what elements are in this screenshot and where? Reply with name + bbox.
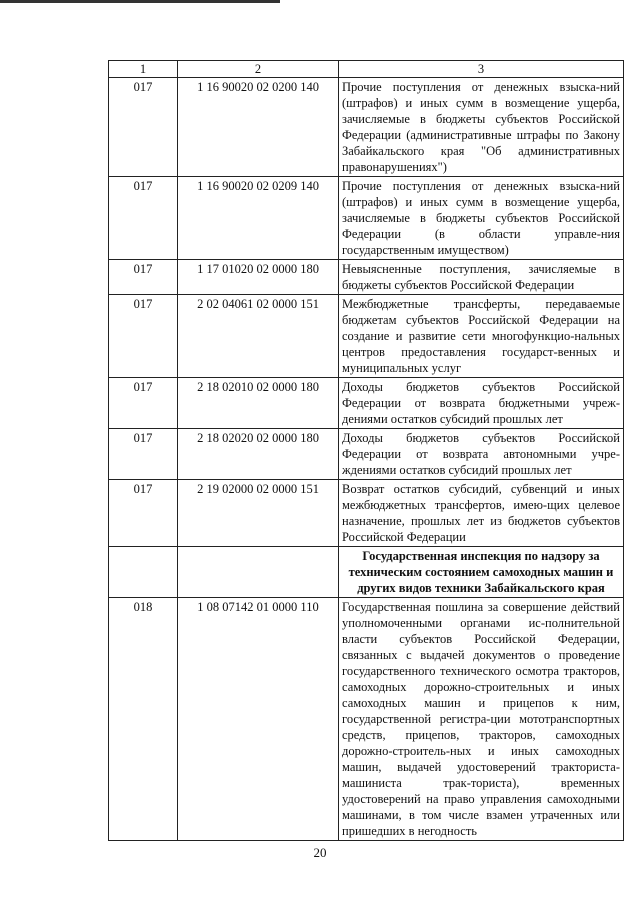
section-title: Государственная инспекция по надзору за техническим состоянием самоходных машин и других видов техники Забайкальского края: [339, 547, 624, 598]
empty-cell: [109, 547, 178, 598]
admin-code-cell: 017: [109, 78, 178, 177]
description-cell: Доходы бюджетов субъектов Российской Федерации от возврата бюджетными учреж-дениями остатков субсидий прошлых лет: [339, 378, 624, 429]
table-row: [109, 177, 624, 260]
description-cell: Межбюджетные трансферты, передаваемые бюджетам субъектов Российской Федерации на создание и развитие сети многофункцио-нальных центров предоставления государст-венных и муниципальных услуг: [339, 295, 624, 378]
top-rule: [0, 0, 280, 3]
revenue-code-cell: 1 16 90020 02 0209 140: [178, 177, 339, 260]
description-cell: Возврат остатков субсидий, субвенций и иных межбюджетных трансфертов, имею-щих целевое назначение, прошлых лет из бюджетов субъектов Российской Федерации: [339, 480, 624, 547]
admin-code-cell: 018: [109, 598, 178, 841]
revenue-code-cell: 1 17 01020 02 0000 180: [178, 260, 339, 295]
description-cell: Государственная пошлина за совершение действий уполномоченными органами ис-полнительной власти субъектов Российской Федерации, связанных с выдачей документов о проведение государственного технического осмотра тракторов, самоходных дорожно-строительных и иных самоходных машин и прицепов к ним, государственной регистра-ции мототранспортных средств, прицепов, тракторов, самоходных дорожно-строитель-ных и иных самоходных машин, выдачей удостоверений тракториста-машиниста трак-ториста), временных удостоверений на право управления самоходными машинами, в том числе взамен утраченных или пришедших в негодность: [339, 598, 624, 841]
empty-cell: [178, 547, 339, 598]
table-header-row: [109, 61, 624, 78]
table-row: [109, 295, 624, 378]
revenue-code-cell: 2 02 04061 02 0000 151: [178, 295, 339, 378]
header-col-2: 2: [178, 61, 339, 78]
revenue-code-cell: 1 08 07142 01 0000 110: [178, 598, 339, 841]
admin-code-cell: 017: [109, 378, 178, 429]
admin-code-cell: 017: [109, 295, 178, 378]
table-row: [109, 260, 624, 295]
table-row: [109, 78, 624, 177]
revenue-code-cell: 1 16 90020 02 0200 140: [178, 78, 339, 177]
header-col-1: 1: [109, 61, 178, 78]
description-cell: Прочие поступления от денежных взыска-ний (штрафов) и иных сумм в возмещение ущерба, зачисляемые в бюджеты субъектов Российской Федерации (в области управле-ния государственным имуществом): [339, 177, 624, 260]
table-row: [109, 598, 624, 841]
page-number: 20: [313, 845, 327, 860]
description-cell: Прочие поступления от денежных взыска-ний (штрафов) и иных сумм в возмещение ущерба, зачисляемые в бюджеты субъектов Российской Федерации (административные штрафы по Закону Забайкальского края "Об административных правонарушениях"): [339, 78, 624, 177]
admin-code-cell: 017: [109, 480, 178, 547]
admin-code-cell: 017: [109, 177, 178, 260]
table-row: [109, 480, 624, 547]
table-row: [109, 378, 624, 429]
revenue-code-cell: 2 18 02020 02 0000 180: [178, 429, 339, 480]
section-header-row: [109, 547, 624, 598]
revenue-codes-table: [108, 60, 624, 841]
table-row: [109, 429, 624, 480]
description-cell: Невыясненные поступления, зачисляемые в бюджеты субъектов Российской Федерации: [339, 260, 624, 295]
admin-code-cell: 017: [109, 429, 178, 480]
header-col-3: 3: [339, 61, 624, 78]
revenue-code-cell: 2 18 02010 02 0000 180: [178, 378, 339, 429]
description-cell: Доходы бюджетов субъектов Российской Федерации от возврата автономными учре-ждениями остатков субсидий прошлых лет: [339, 429, 624, 480]
revenue-code-cell: 2 19 02000 02 0000 151: [178, 480, 339, 547]
admin-code-cell: 017: [109, 260, 178, 295]
